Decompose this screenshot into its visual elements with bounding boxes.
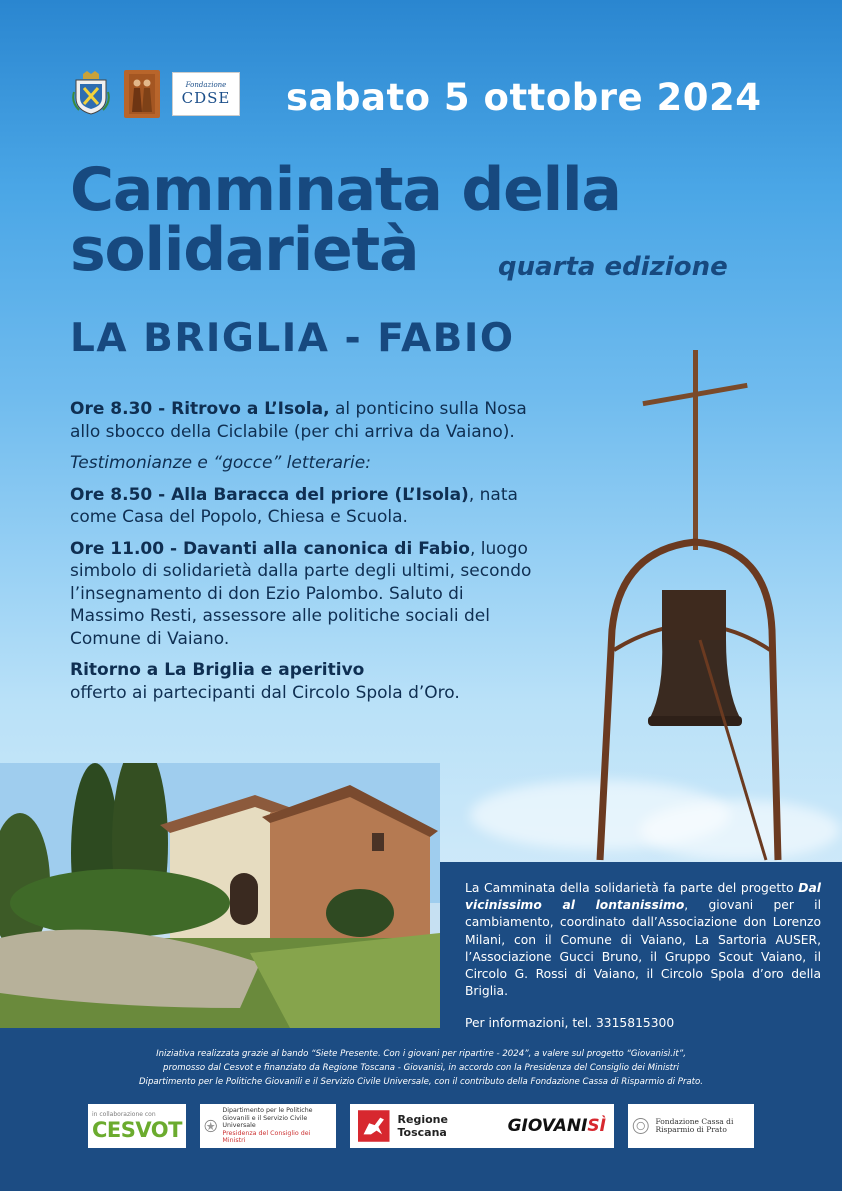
project-description — [465, 880, 821, 1000]
schedule-time: Ore 8.50 - Alla Baracca del priore (L’Isola) — [70, 484, 469, 505]
credits-line: promosso dal Cesvot e finanziato da Regione Toscana - Giovanisì, in accordo con la Presidenza del Consiglio dei Ministri — [163, 1063, 679, 1073]
program-schedule — [70, 398, 540, 713]
saints-icon — [127, 72, 157, 116]
fondazione-emblem-icon — [632, 1112, 649, 1140]
pegasus-icon — [358, 1109, 390, 1143]
fondazione-cdse-logo — [172, 72, 240, 116]
schedule-time: Ore 11.00 - Davanti alla canonica di Fabio — [70, 538, 470, 559]
contact-info: Per informazioni, tel. 3315815300 — [465, 1016, 675, 1030]
project-name: Dal vicinissimo al lontanissimo — [465, 881, 821, 913]
schedule-title: Ritorno a La Briglia e aperitivo — [70, 660, 365, 680]
schedule-time: Ore 8.30 - Ritrovo a L’Isola, — [70, 399, 330, 419]
presidenza-text: Presidenza del Consiglio dei Ministri — [222, 1129, 311, 1145]
comune-vaiano-logo — [70, 70, 112, 118]
bell-icon — [590, 350, 790, 870]
dipartimento-logo — [200, 1104, 336, 1148]
canonica-photo — [0, 763, 440, 1028]
schedule-desc: , nata come Casa del Popolo, Chiesa e Scuola. — [70, 484, 518, 527]
title-line-1: Camminata della — [70, 155, 621, 225]
info-text-after: , giovani per il cambiamento, coordinato dall’Associazione don Lorenzo Milani, con il Comune di Vaiano, La Sartoria AUSER, l’Associazione Gucci Bruno, il Gruppo Scout Vaiano, il Circolo G. Rossi di Vaiano, il Circolo Spola d’oro della Briglia. — [465, 898, 821, 999]
cesvot-small-text: in collaborazione con — [92, 1110, 156, 1118]
schedule-item — [70, 659, 540, 704]
bell-tower-illustration — [590, 350, 790, 870]
emblem-icon — [204, 1113, 217, 1139]
giovanisi-text — [508, 1116, 606, 1136]
schedule-item — [70, 398, 540, 443]
cdse-big-text: CDSE — [181, 89, 231, 107]
crest-icon — [71, 70, 111, 118]
fondazione-text: Fondazione Cassa di Risparmio di Prato — [655, 1116, 734, 1134]
logo-row — [70, 70, 240, 118]
regione-toscana-text: Regione Toscana — [397, 1113, 448, 1139]
schedule-item — [70, 538, 540, 651]
schedule-desc: al ponticino sulla Nosa allo sbocco della Ciclabile (per chi arriva da Vaiano). — [70, 399, 527, 442]
route-heading: LA BRIGLIA - FABIO — [70, 316, 515, 361]
fondazione-cariprato-logo — [628, 1104, 754, 1148]
credits-line: Dipartimento per le Politiche Giovanili e il Servizio Civile Universale, con il contributo della Fondazione Cassa di Risparmio di Prato. — [138, 1077, 704, 1087]
cesvot-logo — [88, 1104, 186, 1148]
giovani-word: GIOVANI — [507, 1116, 588, 1136]
credits-text — [60, 1047, 782, 1089]
si-word: SÌ — [587, 1116, 606, 1136]
testimonianze-text: Testimonianze e “gocce” letterarie: — [70, 453, 371, 473]
dipartimento-text: Dipartimento per le Politiche Giovanili e il Servizio Civile Universale — [222, 1107, 313, 1130]
cdse-small-text: Fondazione — [185, 81, 227, 89]
info-text-before: La Camminata della solidarietà fa parte del progetto — [465, 881, 799, 895]
testimonianze-heading — [70, 452, 540, 475]
schedule-item — [70, 484, 540, 529]
edition-label: quarta edizione — [498, 252, 728, 282]
church-photo-icon — [0, 763, 440, 1028]
event-date: sabato 5 ottobre 2024 — [286, 76, 762, 119]
sponsor-logos — [88, 1103, 758, 1149]
schedule-desc: , luogo simbolo di solidarietà dalla parte degli ultimi, secondo l’insegnamento di don Ezio Palombo. Saluto di Massimo Resti, assessore alle politiche sociali del Comune di Vaiano. — [70, 538, 532, 649]
religious-image-logo — [124, 70, 160, 118]
title-line-2: solidarietà — [70, 215, 419, 285]
regione-toscana-giovanisi-logo — [350, 1104, 614, 1148]
schedule-desc: offerto ai partecipanti dal Circolo Spola d’Oro. — [70, 682, 460, 703]
credits-line: Iniziativa realizzata grazie al bando “Siete Presente. Con i giovani per ripartire - 2024”, a valere sul progetto “Giovanisì.it”, — [156, 1049, 686, 1059]
cesvot-text: CESVOT — [92, 1117, 182, 1142]
